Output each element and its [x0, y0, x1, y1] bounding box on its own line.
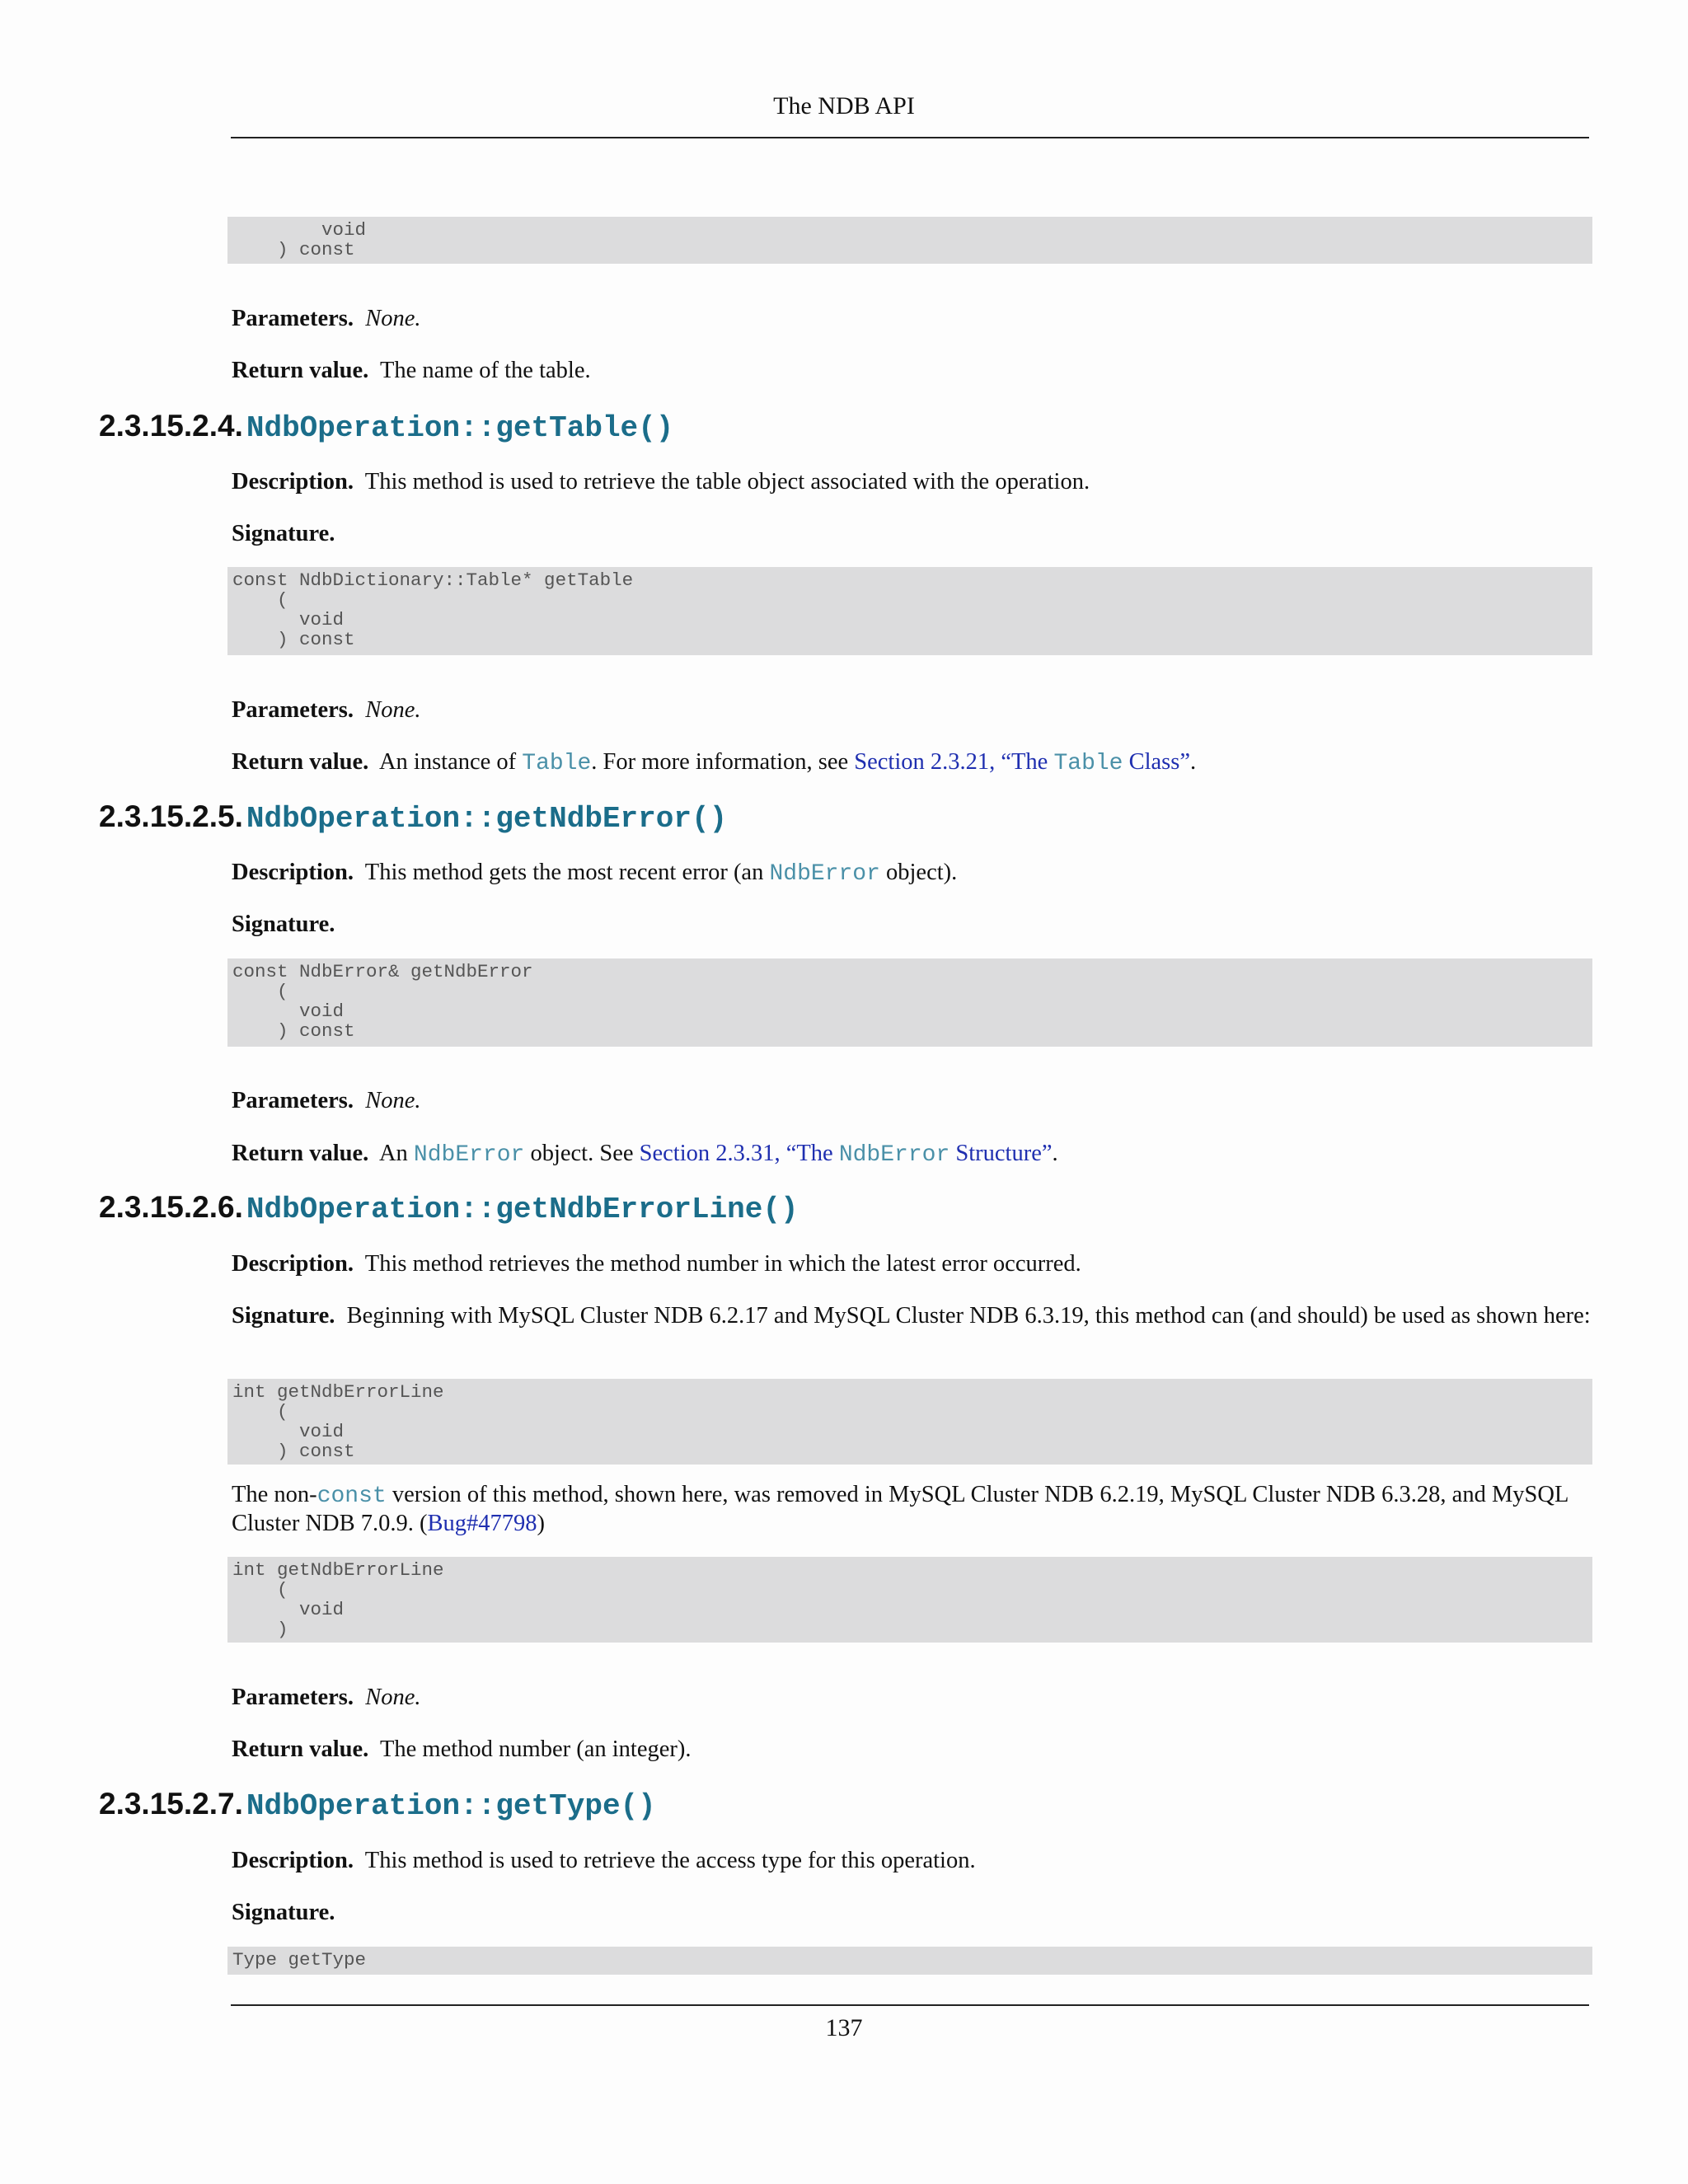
page-number: 137 — [825, 2014, 863, 2041]
parameters-value: None. — [365, 1685, 421, 1710]
description-para: Description. This method is used to retrieve the access type for this operation. — [232, 1848, 976, 1873]
ndberror-code-ref: NdbError — [769, 861, 880, 887]
parameters-value: None. — [365, 1088, 421, 1113]
signature-para — [232, 1899, 1592, 1926]
running-header: The NDB API — [773, 92, 915, 120]
signature-label: Signature. — [232, 1900, 335, 1925]
return-value-label: Return value. — [232, 1736, 369, 1762]
return-value-para — [232, 357, 1592, 384]
description-text: This method is used to retrieve the table object associated with the operation. — [364, 469, 1090, 494]
code-block-gettable: const NdbDictionary::Table* getTable ( void ) const — [227, 567, 1592, 655]
code-block-getndberrorline-const: int getNdbErrorLine ( void ) const — [227, 1379, 1592, 1465]
section-title-code: NdbOperation::getNdbErrorLine() — [246, 1193, 799, 1226]
signature-para — [232, 911, 1592, 938]
ndberror-code-ref: NdbError — [413, 1142, 525, 1168]
table-code-ref: Table — [522, 751, 592, 776]
code-block-getndberror: const NdbError& getNdbError ( void ) const — [227, 958, 1592, 1047]
section-number: 2.3.15.2.7. — [99, 1787, 243, 1821]
parameters-label: Parameters. — [232, 1685, 354, 1710]
signature-text: Beginning with MySQL Cluster NDB 6.2.17 and MySQL Cluster NDB 6.3.19, this method can (and should) be used as shown here: — [346, 1303, 1591, 1329]
section-number: 2.3.15.2.5. — [99, 799, 243, 833]
description-para: Description. This method gets the most recent error (an NdbError object). — [232, 860, 958, 887]
return-value-label: Return value. — [232, 358, 369, 383]
section-number: 2.3.15.2.4. — [99, 409, 243, 443]
code-block-gettype: Type getType — [227, 1947, 1592, 1975]
signature-para — [232, 520, 1592, 547]
section-title-code: NdbOperation::getType() — [246, 1789, 656, 1823]
parameters-value: None. — [365, 306, 421, 331]
footer-rule — [231, 2004, 1589, 2006]
const-code-ref: const — [316, 1483, 387, 1509]
parameters-label: Parameters. — [232, 697, 354, 723]
return-value-text: The name of the table. — [380, 358, 591, 383]
note-para: The non-const version of this method, shown here, was removed in MySQL Cluster NDB 6.2.19, MySQL Cluster NDB 6.3.28, and MySQL Cluster NDB 7.0.9. (Bug#47798) — [232, 1482, 1568, 1536]
return-value-para: Return value. An NdbError object. See Section 2.3.31, “The NdbError Structure”. — [232, 1141, 1058, 1168]
parameters-para — [232, 1087, 1592, 1114]
bug-link[interactable]: Bug#47798 — [427, 1511, 537, 1536]
parameters-para — [232, 1684, 1592, 1711]
section-title-code: NdbOperation::getTable() — [246, 411, 674, 445]
parameters-value: None. — [365, 697, 421, 723]
return-value-label: Return value. — [232, 749, 369, 775]
description-para — [232, 468, 1592, 495]
signature-label: Signature. — [232, 521, 335, 546]
description-label: Description. — [232, 469, 354, 494]
description-label: Description. — [232, 1848, 354, 1873]
section-heading-getndberror — [99, 799, 727, 836]
return-value-text: The method number (an integer). — [380, 1736, 692, 1762]
return-value-para: Return value. An instance of Table. For more information, see Section 2.3.21, “The Table Class”. — [232, 749, 1197, 776]
signature-label: Signature. — [232, 1303, 335, 1329]
parameters-para — [232, 696, 1592, 724]
section-heading-getndberrorline — [99, 1190, 799, 1226]
section-number: 2.3.15.2.6. — [99, 1190, 243, 1224]
parameters-para — [232, 305, 1592, 332]
signature-para — [232, 1302, 1592, 1329]
parameters-label: Parameters. — [232, 1088, 354, 1113]
section-title-code: NdbOperation::getNdbError() — [246, 802, 728, 836]
header-rule — [231, 137, 1589, 138]
code-block-continuation: void ) const — [227, 217, 1592, 264]
section-link-ndberror-structure[interactable]: Section 2.3.31, “The NdbError Structure” — [639, 1141, 1053, 1168]
return-value-para — [232, 1736, 1592, 1763]
section-heading-gettype — [99, 1787, 656, 1823]
signature-label: Signature. — [232, 912, 335, 937]
section-heading-gettable — [99, 409, 673, 445]
description-label: Description. — [232, 1251, 354, 1277]
return-value-label: Return value. — [232, 1141, 369, 1166]
code-block-getndberrorline-nonconst: int getNdbErrorLine ( void ) — [227, 1557, 1592, 1643]
parameters-label: Parameters. — [232, 306, 354, 331]
description-label: Description. — [232, 860, 354, 885]
description-para: Description. This method retrieves the method number in which the latest error occurred. — [232, 1251, 1081, 1277]
section-link-table-class[interactable]: Section 2.3.21, “The Table Class” — [854, 749, 1191, 776]
